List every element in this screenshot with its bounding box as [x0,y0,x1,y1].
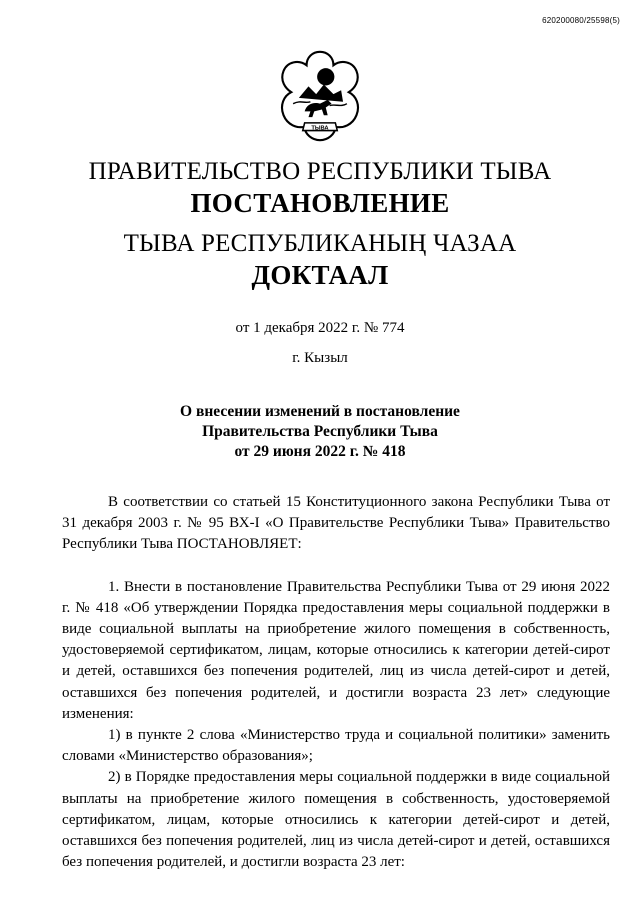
act-title-line-2: Правительства Республики Тыва [202,423,438,440]
act-date-number: от 1 декабря 2022 г. № 774 [235,320,405,336]
emblem-banner-text: ТЫВА [311,125,329,132]
tuva-coat-of-arms-icon [272,48,368,144]
preamble-paragraph: В соответствии со статьей 15 Конституционного закона Республики Тыва от 31 декабря 2003 г. № 95 ВХ-I «О Правительстве Республики Тыва» Правительство Республики Тыва ПОСТАНОВЛЯЕТ: [62,494,610,553]
item-1-paragraph: 1. Внести в постановление Правительства Республики Тыва от 29 июня 2022 г. № 418 «Об утверждении Порядка предоставления меры социальной поддержки в виде социальной выплаты на приобретение жилого помещения в собственность, удостоверяемой сертификатом, лицам, которые относились к категории детей-сирот и детей, оставшихся без попечения родителей, лиц из числа детей-сирот и детей, оставшихся без попечения родителей, и достигли возраста 23 лет» следующие изменения: [62,578,610,722]
act-title-line-1: О внесении изменений в постановление [180,403,460,420]
subitem-2-paragraph: 2) в Порядке предоставления меры социальной поддержки в виде социальной выплаты на приобретение жилого помещения в собственность, удостоверяемой сертификатом, лицам, которые относились к категории детей-сирот и детей, оставшихся без попечения родителей, лиц из числа детей-сирот и детей, оставшихся без попечения родителей, и достигли возраста 23 лет: [62,769,610,871]
act-title [0,402,640,462]
act-title-line-3: от 29 июня 2022 г. № 418 [234,443,406,460]
act-type-heading-tyvan: ДОКТААЛ [251,260,389,290]
document-code: 620200080/25598(5) [542,16,620,25]
subitem-1-paragraph: 1) в пункте 2 слова «Министерство труда и социальной политики» заменить словами «Министерство образования»; [62,727,610,765]
government-heading-tyvan: ТЫВА РЕСПУБЛИКАНЫҢ ЧАЗАА [123,230,517,257]
act-city: г. Кызыл [292,350,348,366]
act-type-heading: ПОСТАНОВЛЕНИЕ [190,188,450,218]
act-body [62,492,610,873]
government-heading: ПРАВИТЕЛЬСТВО РЕСПУБЛИКИ ТЫВА [88,158,552,185]
